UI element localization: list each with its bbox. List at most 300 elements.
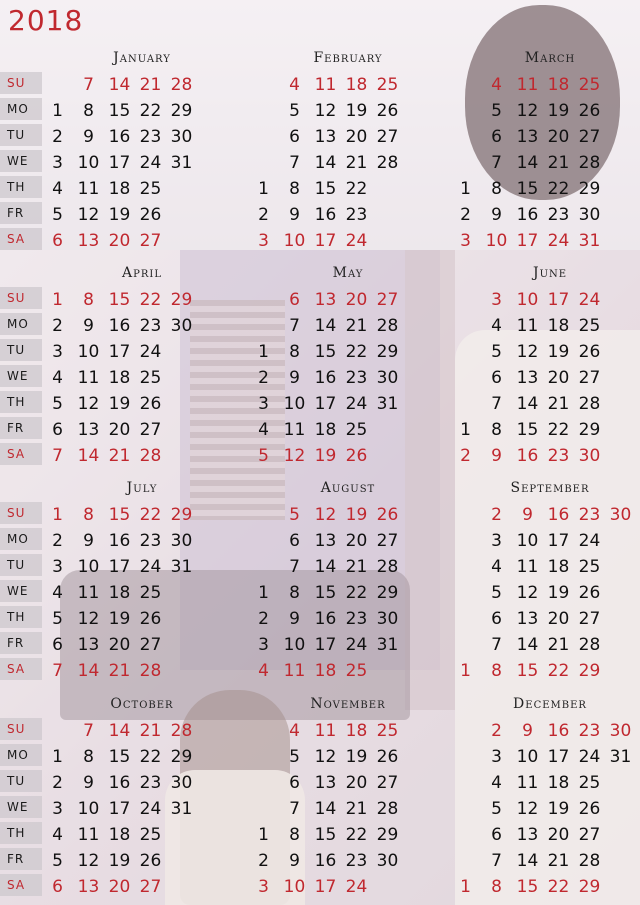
day-cell: 11 (516, 316, 539, 336)
day-cell: 28 (170, 75, 193, 95)
day-cell: 31 (170, 153, 193, 173)
day-cell: 30 (170, 773, 193, 793)
day-cell: 30 (376, 851, 399, 871)
day-cell: 14 (516, 153, 539, 173)
day-cell: 22 (139, 101, 162, 121)
day-cell: 13 (516, 368, 539, 388)
day-cell: 23 (578, 721, 601, 741)
day-cell: 28 (376, 153, 399, 173)
day-cell: 13 (314, 773, 337, 793)
day-cell: 13 (516, 127, 539, 147)
day-cell: 24 (345, 231, 368, 251)
day-cell: 15 (108, 747, 131, 767)
day-cell: 3 (52, 342, 63, 362)
day-cell: 4 (52, 583, 63, 603)
day-cell: 4 (289, 721, 300, 741)
day-cell: 20 (345, 127, 368, 147)
day-cell: 21 (547, 851, 570, 871)
day-cell: 5 (52, 609, 63, 629)
month-name: December (513, 696, 587, 712)
day-cell: 29 (170, 101, 193, 121)
day-cell: 16 (108, 316, 131, 336)
day-cell: 13 (516, 609, 539, 629)
day-cell: 9 (83, 127, 94, 147)
day-cell: 18 (314, 420, 337, 440)
day-cell: 30 (609, 721, 632, 741)
day-cell: 15 (516, 661, 539, 681)
day-cell: 20 (108, 635, 131, 655)
day-cell: 16 (314, 609, 337, 629)
day-cell: 24 (578, 531, 601, 551)
day-name-su: SU (0, 287, 42, 309)
day-cell: 30 (170, 316, 193, 336)
day-cell: 16 (516, 446, 539, 466)
day-cell: 12 (314, 505, 337, 525)
day-cell: 25 (578, 773, 601, 793)
day-cell: 28 (578, 153, 601, 173)
day-cell: 9 (522, 721, 533, 741)
day-cell: 16 (314, 368, 337, 388)
day-cell: 17 (108, 557, 131, 577)
day-cell: 16 (108, 127, 131, 147)
day-cell: 9 (289, 368, 300, 388)
day-cell: 24 (139, 153, 162, 173)
day-cell: 13 (77, 420, 100, 440)
day-cell: 7 (289, 557, 300, 577)
day-cell: 12 (516, 799, 539, 819)
day-name-tu: TU (0, 770, 42, 792)
day-cell: 14 (77, 446, 100, 466)
day-name-we: WE (0, 580, 42, 602)
day-cell: 2 (258, 609, 269, 629)
day-cell: 7 (289, 799, 300, 819)
day-name-su: SU (0, 718, 42, 740)
day-cell: 22 (547, 420, 570, 440)
day-cell: 10 (516, 531, 539, 551)
day-cell: 6 (52, 635, 63, 655)
day-cell: 21 (108, 661, 131, 681)
day-cell: 8 (83, 505, 94, 525)
day-cell: 5 (289, 101, 300, 121)
day-cell: 16 (516, 205, 539, 225)
day-name-tu: TU (0, 124, 42, 146)
day-cell: 17 (516, 231, 539, 251)
day-cell: 14 (516, 851, 539, 871)
day-name-su: SU (0, 502, 42, 524)
day-cell: 12 (77, 205, 100, 225)
day-name-fr: FR (0, 202, 42, 224)
day-cell: 24 (345, 635, 368, 655)
day-cell: 9 (83, 773, 94, 793)
day-cell: 22 (139, 290, 162, 310)
day-cell: 16 (108, 531, 131, 551)
day-cell: 17 (314, 877, 337, 897)
day-cell: 27 (578, 609, 601, 629)
day-name-th: TH (0, 606, 42, 628)
day-cell: 11 (77, 583, 100, 603)
day-cell: 12 (77, 394, 100, 414)
day-cell: 25 (345, 420, 368, 440)
day-cell: 25 (376, 75, 399, 95)
day-cell: 12 (314, 747, 337, 767)
day-cell: 18 (108, 179, 131, 199)
day-cell: 29 (170, 290, 193, 310)
day-cell: 24 (547, 231, 570, 251)
day-cell: 7 (83, 75, 94, 95)
day-cell: 11 (314, 75, 337, 95)
day-cell: 2 (258, 368, 269, 388)
day-cell: 29 (376, 583, 399, 603)
day-cell: 27 (376, 773, 399, 793)
day-cell: 27 (139, 635, 162, 655)
day-cell: 10 (283, 231, 306, 251)
month-name: February (313, 50, 383, 66)
day-cell: 11 (283, 420, 306, 440)
day-cell: 31 (578, 231, 601, 251)
day-cell: 26 (578, 342, 601, 362)
day-cell: 14 (516, 635, 539, 655)
day-cell: 23 (345, 368, 368, 388)
calendar-year: 2018 (8, 4, 84, 37)
day-cell: 6 (52, 420, 63, 440)
day-cell: 23 (139, 127, 162, 147)
day-cell: 10 (516, 747, 539, 767)
day-cell: 26 (345, 446, 368, 466)
day-cell: 20 (108, 877, 131, 897)
month-name: January (113, 50, 171, 66)
day-cell: 27 (578, 368, 601, 388)
day-cell: 10 (516, 290, 539, 310)
day-cell: 15 (108, 290, 131, 310)
day-cell: 28 (139, 446, 162, 466)
day-cell: 21 (345, 316, 368, 336)
day-cell: 14 (314, 153, 337, 173)
day-cell: 5 (289, 747, 300, 767)
day-cell: 7 (491, 635, 502, 655)
day-cell: 7 (52, 446, 63, 466)
day-cell: 3 (258, 231, 269, 251)
day-cell: 11 (516, 75, 539, 95)
day-cell: 25 (578, 75, 601, 95)
day-cell: 25 (345, 661, 368, 681)
day-cell: 30 (376, 609, 399, 629)
day-cell: 21 (345, 799, 368, 819)
day-cell: 23 (547, 205, 570, 225)
day-cell: 20 (108, 231, 131, 251)
day-cell: 1 (258, 825, 269, 845)
day-cell: 22 (139, 747, 162, 767)
day-cell: 28 (139, 661, 162, 681)
day-cell: 5 (491, 342, 502, 362)
day-cell: 18 (108, 583, 131, 603)
day-cell: 16 (108, 773, 131, 793)
day-name-mo: MO (0, 313, 42, 335)
day-cell: 19 (108, 609, 131, 629)
day-cell: 5 (52, 205, 63, 225)
day-cell: 23 (345, 851, 368, 871)
day-cell: 19 (345, 747, 368, 767)
day-cell: 29 (376, 342, 399, 362)
day-name-sa: SA (0, 228, 42, 250)
day-cell: 2 (491, 505, 502, 525)
day-cell: 21 (345, 557, 368, 577)
day-cell: 24 (578, 747, 601, 767)
day-cell: 13 (516, 825, 539, 845)
day-cell: 6 (52, 877, 63, 897)
day-cell: 20 (108, 420, 131, 440)
day-cell: 27 (139, 877, 162, 897)
day-cell: 25 (139, 179, 162, 199)
day-name-sa: SA (0, 874, 42, 896)
day-cell: 18 (345, 721, 368, 741)
month-name: March (524, 50, 576, 66)
day-cell: 6 (491, 368, 502, 388)
day-cell: 23 (139, 773, 162, 793)
day-cell: 23 (345, 205, 368, 225)
day-cell: 7 (83, 721, 94, 741)
day-cell: 30 (609, 505, 632, 525)
day-cell: 20 (547, 127, 570, 147)
day-cell: 2 (52, 773, 63, 793)
day-cell: 19 (547, 342, 570, 362)
day-cell: 3 (460, 231, 471, 251)
day-cell: 9 (491, 446, 502, 466)
day-cell: 6 (289, 127, 300, 147)
day-cell: 8 (289, 342, 300, 362)
day-cell: 12 (77, 851, 100, 871)
month-name: September (510, 480, 590, 496)
day-cell: 18 (108, 825, 131, 845)
day-cell: 4 (258, 661, 269, 681)
day-cell: 29 (170, 747, 193, 767)
day-cell: 19 (108, 205, 131, 225)
day-cell: 27 (376, 290, 399, 310)
month-name: July (126, 480, 158, 496)
day-cell: 28 (578, 635, 601, 655)
day-cell: 14 (314, 557, 337, 577)
day-cell: 25 (376, 721, 399, 741)
day-cell: 2 (258, 851, 269, 871)
day-cell: 7 (52, 661, 63, 681)
day-cell: 3 (52, 799, 63, 819)
day-cell: 17 (314, 231, 337, 251)
day-cell: 8 (83, 290, 94, 310)
day-cell: 11 (77, 825, 100, 845)
day-cell: 20 (547, 609, 570, 629)
day-cell: 12 (283, 446, 306, 466)
day-cell: 10 (283, 877, 306, 897)
day-cell: 22 (345, 342, 368, 362)
day-cell: 20 (345, 773, 368, 793)
day-cell: 6 (491, 609, 502, 629)
day-cell: 8 (289, 583, 300, 603)
day-cell: 31 (170, 557, 193, 577)
day-cell: 8 (83, 101, 94, 121)
day-cell: 19 (108, 394, 131, 414)
day-cell: 22 (547, 179, 570, 199)
day-cell: 13 (314, 127, 337, 147)
day-cell: 20 (345, 290, 368, 310)
day-cell: 7 (289, 316, 300, 336)
day-cell: 21 (139, 721, 162, 741)
day-cell: 10 (283, 394, 306, 414)
day-cell: 13 (77, 231, 100, 251)
day-cell: 4 (289, 75, 300, 95)
day-cell: 9 (289, 851, 300, 871)
day-cell: 6 (491, 127, 502, 147)
day-cell: 31 (609, 747, 632, 767)
day-cell: 11 (516, 773, 539, 793)
day-cell: 28 (170, 721, 193, 741)
day-cell: 12 (516, 583, 539, 603)
day-cell: 15 (108, 505, 131, 525)
day-cell: 2 (52, 531, 63, 551)
day-cell: 19 (547, 583, 570, 603)
day-cell: 28 (578, 851, 601, 871)
day-cell: 1 (460, 877, 471, 897)
day-cell: 19 (345, 101, 368, 121)
day-cell: 29 (578, 420, 601, 440)
day-cell: 5 (491, 101, 502, 121)
day-cell: 16 (314, 205, 337, 225)
day-cell: 4 (491, 75, 502, 95)
day-name-mo: MO (0, 744, 42, 766)
day-cell: 22 (345, 825, 368, 845)
day-cell: 26 (139, 205, 162, 225)
day-cell: 10 (77, 342, 100, 362)
day-cell: 26 (578, 101, 601, 121)
day-cell: 8 (491, 877, 502, 897)
day-cell: 16 (547, 721, 570, 741)
day-cell: 5 (52, 851, 63, 871)
day-cell: 27 (376, 127, 399, 147)
day-cell: 1 (258, 179, 269, 199)
day-cell: 11 (77, 179, 100, 199)
day-cell: 27 (139, 231, 162, 251)
day-cell: 24 (139, 342, 162, 362)
day-cell: 2 (460, 205, 471, 225)
day-cell: 23 (547, 446, 570, 466)
day-cell: 9 (289, 205, 300, 225)
day-cell: 18 (108, 368, 131, 388)
day-cell: 4 (52, 179, 63, 199)
day-cell: 18 (314, 661, 337, 681)
day-cell: 7 (491, 394, 502, 414)
day-cell: 27 (578, 825, 601, 845)
day-cell: 8 (83, 747, 94, 767)
day-cell: 28 (376, 799, 399, 819)
day-cell: 28 (376, 316, 399, 336)
day-cell: 14 (77, 661, 100, 681)
day-cell: 9 (289, 609, 300, 629)
day-cell: 31 (376, 394, 399, 414)
day-cell: 18 (547, 557, 570, 577)
day-cell: 1 (52, 290, 63, 310)
day-name-tu: TU (0, 554, 42, 576)
day-cell: 3 (491, 290, 502, 310)
day-cell: 17 (547, 531, 570, 551)
day-cell: 6 (289, 531, 300, 551)
day-cell: 4 (52, 368, 63, 388)
day-cell: 24 (345, 394, 368, 414)
day-cell: 1 (52, 505, 63, 525)
day-cell: 23 (578, 505, 601, 525)
day-cell: 12 (314, 101, 337, 121)
month-name: November (310, 696, 386, 712)
day-cell: 22 (547, 877, 570, 897)
day-cell: 27 (376, 531, 399, 551)
day-cell: 29 (376, 825, 399, 845)
day-name-th: TH (0, 391, 42, 413)
day-cell: 10 (283, 635, 306, 655)
day-cell: 5 (258, 446, 269, 466)
day-cell: 25 (139, 583, 162, 603)
day-cell: 15 (516, 877, 539, 897)
day-cell: 15 (108, 101, 131, 121)
day-name-fr: FR (0, 417, 42, 439)
day-cell: 25 (578, 316, 601, 336)
month-name: October (110, 696, 174, 712)
day-cell: 4 (52, 825, 63, 845)
day-cell: 13 (77, 635, 100, 655)
day-cell: 18 (547, 316, 570, 336)
day-cell: 30 (170, 531, 193, 551)
day-cell: 26 (578, 799, 601, 819)
day-cell: 17 (314, 394, 337, 414)
day-cell: 30 (170, 127, 193, 147)
day-cell: 10 (77, 153, 100, 173)
day-cell: 22 (345, 179, 368, 199)
day-cell: 10 (77, 799, 100, 819)
day-cell: 15 (314, 825, 337, 845)
day-cell: 23 (139, 531, 162, 551)
day-cell: 29 (578, 877, 601, 897)
day-cell: 18 (345, 75, 368, 95)
day-cell: 20 (547, 825, 570, 845)
day-name-fr: FR (0, 848, 42, 870)
day-cell: 3 (491, 531, 502, 551)
month-name: June (532, 265, 568, 281)
day-name-we: WE (0, 796, 42, 818)
day-cell: 22 (139, 505, 162, 525)
day-cell: 15 (314, 342, 337, 362)
day-cell: 20 (547, 368, 570, 388)
day-cell: 8 (289, 825, 300, 845)
day-cell: 9 (83, 316, 94, 336)
day-cell: 18 (547, 773, 570, 793)
day-cell: 7 (289, 153, 300, 173)
day-cell: 11 (77, 368, 100, 388)
day-name-sa: SA (0, 658, 42, 680)
day-cell: 6 (289, 290, 300, 310)
day-cell: 1 (460, 179, 471, 199)
day-name-sa: SA (0, 443, 42, 465)
day-cell: 6 (491, 825, 502, 845)
day-cell: 3 (258, 877, 269, 897)
day-cell: 4 (258, 420, 269, 440)
day-cell: 21 (108, 446, 131, 466)
day-cell: 17 (108, 342, 131, 362)
day-cell: 17 (314, 635, 337, 655)
day-cell: 24 (578, 290, 601, 310)
day-cell: 21 (345, 153, 368, 173)
day-cell: 25 (578, 557, 601, 577)
day-cell: 1 (52, 747, 63, 767)
day-name-mo: MO (0, 98, 42, 120)
day-cell: 2 (491, 721, 502, 741)
day-cell: 26 (139, 394, 162, 414)
day-cell: 8 (289, 179, 300, 199)
